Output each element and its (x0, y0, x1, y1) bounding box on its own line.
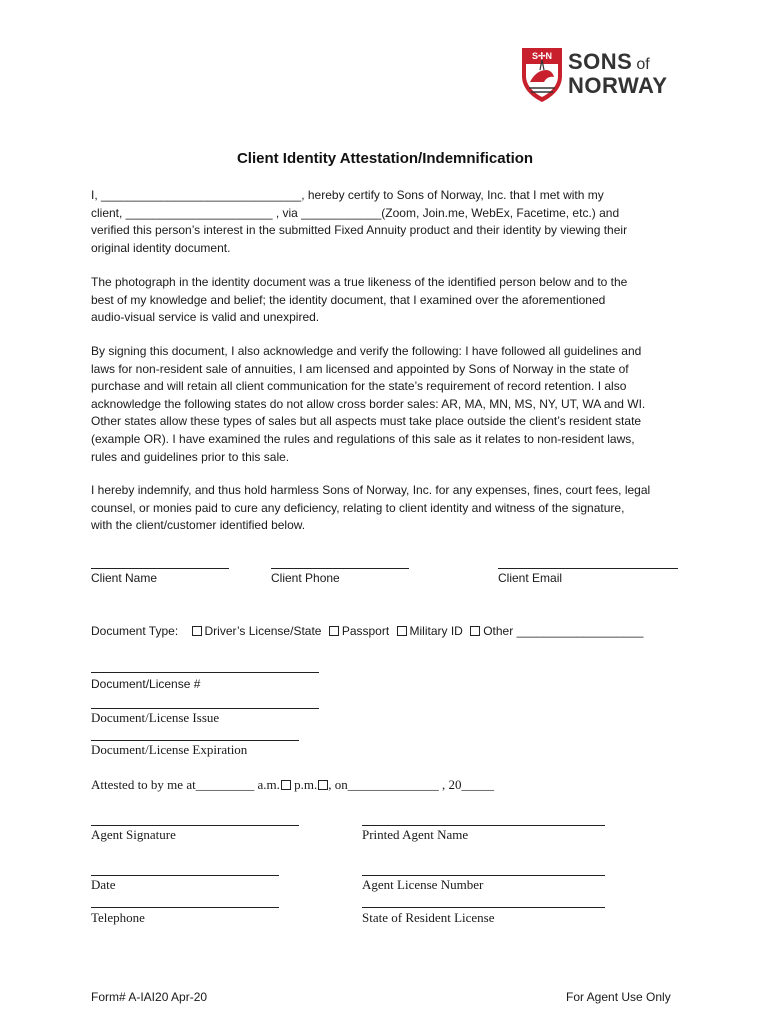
paragraph-line: audio-visual service is valid and unexpired. (91, 310, 320, 325)
document-title: Client Identity Attestation/Indemnification (236, 150, 534, 167)
svg-text:S✢N: S✢N (531, 51, 553, 61)
certification-paragraph (91, 187, 687, 257)
state-of-resident-license-line[interactable] (362, 907, 605, 908)
other-option: Other (483, 624, 514, 638)
indemnification-paragraph (91, 482, 687, 535)
attested-statement: Attested to by me at_________ a.m. p.m. , on______________ , 20_____ (91, 777, 494, 792)
passport-checkbox[interactable] (329, 626, 339, 636)
printed-agent-name-label: Printed Agent Name (362, 827, 469, 842)
paragraph-line: counsel, or monies paid to cure any deficiency, relating to client identity and witness of the signature, (91, 500, 625, 515)
paragraph-line: The photograph in the identity document was a true likeness of the identified person below and to the (91, 275, 628, 289)
telephone-line[interactable] (91, 907, 279, 908)
agent-license-number-line[interactable] (362, 875, 605, 876)
client-name-label: Client Name (91, 571, 158, 585)
paragraph-line: best of my knowledge and belief; the identity document, that I examined over the aforementioned (91, 292, 606, 307)
client-phone-line[interactable] (271, 568, 409, 569)
client-phone-label: Client Phone (271, 571, 340, 585)
paragraph-line: rules and guidelines prior to this sale. (91, 449, 290, 464)
pm-checkbox-am[interactable] (281, 780, 291, 790)
date-line[interactable] (91, 875, 279, 876)
paragraph-line: By signing this document, I also acknowledge and verify the following: I have followed all guidelines and (91, 344, 642, 358)
client-email-label: Client Email (498, 571, 563, 585)
sons-of-norway-logo (520, 46, 690, 104)
other-blank[interactable]: ___________________ (516, 624, 644, 638)
passport-option: Passport (341, 624, 390, 638)
paragraph-line: verified this person’s interest in the submitted Fixed Annuity product and their identity by viewing their (91, 223, 628, 238)
client-email-line[interactable] (498, 568, 678, 569)
document-issue-line[interactable] (91, 708, 319, 709)
paragraph-line: I, ______________________________, hereby certify to Sons of Norway, Inc. that I met with my (91, 188, 604, 202)
drivers-license-checkbox[interactable] (192, 626, 202, 636)
drivers-license-option: Driver’s License/State (204, 624, 322, 638)
agent-license-number-label: Agent License Number (362, 877, 484, 892)
logo-text-norway: NORWAY (568, 73, 668, 98)
paragraph-line: (example OR). I have examined the rules and regulations of this sale as it relates to non-resident laws, (91, 431, 635, 446)
printed-agent-name-line[interactable] (362, 825, 605, 826)
paragraph-line: with the client/customer identified below. (91, 518, 306, 533)
agent-signature-label: Agent Signature (91, 827, 176, 842)
document-issue-label: Document/License Issue (91, 710, 220, 725)
acknowledgement-paragraph (91, 343, 687, 466)
paragraph-line: client, ______________________ , via ____________(Zoom, Join.me, WebEx, Facetime, etc.) and (91, 205, 620, 220)
paragraph-line: Other states allow these types of sales but all aspects must take place outside the client’s resident state (91, 414, 642, 429)
document-type-label: Document Type: (91, 624, 179, 638)
document-type-row (91, 624, 643, 638)
form-number: Form# A-IAI20 Apr-20 (91, 990, 208, 1004)
paragraph-line: laws for non-resident sale of annuities, I am licensed and appointed by Sons of Norway in the state of (91, 361, 629, 376)
agent-signature-line[interactable] (91, 825, 299, 826)
client-name-line[interactable] (91, 568, 229, 569)
document-license-line[interactable] (91, 672, 319, 673)
date-label: Date (91, 877, 116, 892)
document-expiration-label: Document/License Expiration (91, 742, 248, 757)
logo-text-sons: SONS of (568, 49, 650, 74)
pm-checkbox[interactable] (318, 780, 328, 790)
paragraph-line: I hereby indemnify, and thus hold harmless Sons of Norway, Inc. for any expenses, fines, court fees, legal (91, 483, 651, 497)
shield-badge-icon (520, 46, 564, 104)
photograph-paragraph (91, 274, 687, 327)
document-license-label: Document/License # (91, 677, 201, 691)
paragraph-line: purchase and will retain all client communication for the state’s requirement of record retention. I also (91, 379, 627, 394)
state-of-resident-license-label: State of Resident License (362, 910, 495, 925)
agent-use-only: For Agent Use Only (566, 990, 671, 1004)
paragraph-line: acknowledge the following states do not allow cross border sales: AR, MA, MN, MS, NY, UT, WA and WI. (91, 396, 646, 411)
paragraph-line: original identity document. (91, 240, 231, 255)
military-id-checkbox[interactable] (397, 626, 407, 636)
military-id-option: Military ID (409, 624, 463, 638)
other-checkbox[interactable] (470, 626, 480, 636)
telephone-label: Telephone (91, 910, 145, 925)
document-expiration-line[interactable] (91, 740, 299, 741)
